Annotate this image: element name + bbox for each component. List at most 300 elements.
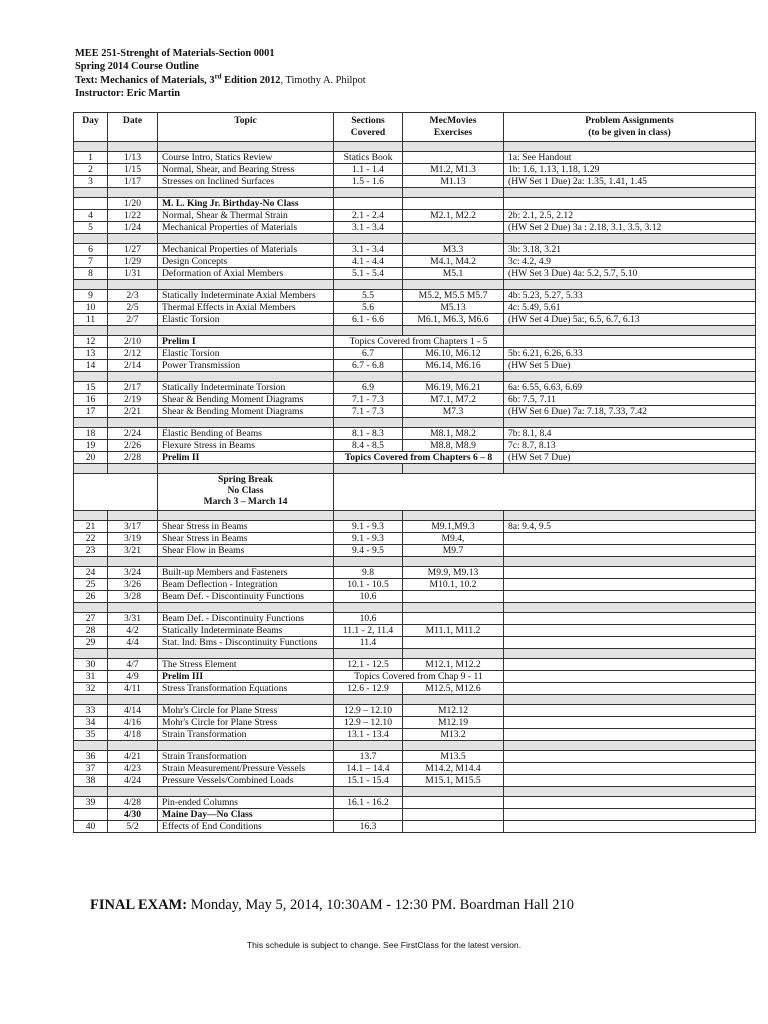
problem-assignment-cell: (HW Set 6 Due) 7a: 7.18, 7.33, 7.42 bbox=[504, 406, 756, 418]
spacer-row bbox=[74, 787, 756, 797]
problem-assignment-cell bbox=[504, 659, 756, 671]
sections-cell: 5.6 bbox=[334, 302, 403, 314]
problem-assignment-cell bbox=[504, 579, 756, 591]
sections-cell: 14.1 – 14.4 bbox=[334, 763, 403, 775]
spacer-cell bbox=[403, 372, 504, 382]
spacer-cell bbox=[74, 787, 108, 797]
date-cell: 1/17 bbox=[108, 176, 158, 188]
schedule-body bbox=[74, 142, 756, 833]
sections-cell: 10.6 bbox=[334, 613, 403, 625]
schedule-row bbox=[74, 797, 756, 809]
day-cell: 8 bbox=[74, 268, 108, 280]
sections-cell: 16.3 bbox=[334, 821, 403, 833]
spacer-cell bbox=[108, 603, 158, 613]
problem-assignment-cell bbox=[504, 775, 756, 787]
spacer-cell bbox=[403, 741, 504, 751]
col-prob-line2: (to be given in class) bbox=[588, 127, 671, 138]
day-cell: 32 bbox=[74, 683, 108, 695]
date-cell: 2/10 bbox=[108, 336, 158, 348]
date-cell: 4/14 bbox=[108, 705, 158, 717]
topic-cell: Pressure Vessels/Combined Loads bbox=[158, 775, 334, 787]
day-cell: 12 bbox=[74, 336, 108, 348]
day-cell: 18 bbox=[74, 428, 108, 440]
problem-assignment-cell bbox=[504, 533, 756, 545]
spacer-cell bbox=[334, 142, 403, 152]
date-cell: 1/31 bbox=[108, 268, 158, 280]
spring-break-cell bbox=[158, 474, 334, 511]
term-title: Spring 2014 Course Outline bbox=[75, 61, 199, 73]
final-exam-label: FINAL EXAM: bbox=[90, 897, 188, 913]
final-exam-line bbox=[90, 897, 574, 914]
spacer-cell bbox=[504, 557, 756, 567]
date-cell: 4/23 bbox=[108, 763, 158, 775]
topic-cell: Mechanical Properties of Materials bbox=[158, 244, 334, 256]
schedule-row bbox=[74, 302, 756, 314]
date-cell: 3/21 bbox=[108, 545, 158, 557]
problem-assignment-cell: 6b: 7.5, 7.11 bbox=[504, 394, 756, 406]
spacer-cell bbox=[158, 234, 334, 244]
schedule-row bbox=[74, 440, 756, 452]
spacer-cell bbox=[504, 649, 756, 659]
day-cell: 30 bbox=[74, 659, 108, 671]
schedule-row bbox=[74, 625, 756, 637]
topic-cell: Stresses on Inclined Surfaces bbox=[158, 176, 334, 188]
mecmovies-cell bbox=[403, 809, 504, 821]
problem-assignment-cell: 7c: 8.7, 8.13 bbox=[504, 440, 756, 452]
problem-assignment-cell: 4c: 5.49, 5.61 bbox=[504, 302, 756, 314]
mecmovies-cell: M12.12 bbox=[403, 705, 504, 717]
spacer-cell bbox=[334, 649, 403, 659]
date-cell: 2/7 bbox=[108, 314, 158, 326]
sections-cell: 15.1 - 15.4 bbox=[334, 775, 403, 787]
sections-cell: 9.1 - 9.3 bbox=[334, 533, 403, 545]
spacer-cell bbox=[74, 603, 108, 613]
spacer-cell bbox=[108, 188, 158, 198]
spacer-cell bbox=[158, 787, 334, 797]
sections-cell: 7.1 - 7.3 bbox=[334, 406, 403, 418]
day-cell: 1 bbox=[74, 152, 108, 164]
spacer-cell bbox=[108, 234, 158, 244]
day-cell: 17 bbox=[74, 406, 108, 418]
date-cell: 1/29 bbox=[108, 256, 158, 268]
spacer-cell bbox=[334, 511, 403, 521]
date-cell: 4/2 bbox=[108, 625, 158, 637]
spacer-row bbox=[74, 142, 756, 152]
date-cell: 2/5 bbox=[108, 302, 158, 314]
spacer-cell bbox=[334, 326, 403, 336]
day-cell: 21 bbox=[74, 521, 108, 533]
col-mec-line1: MecMovies bbox=[429, 115, 477, 126]
problem-assignment-cell bbox=[504, 567, 756, 579]
spacer-cell bbox=[74, 511, 108, 521]
date-cell: 3/31 bbox=[108, 613, 158, 625]
spacer-row bbox=[74, 464, 756, 474]
date-cell: 2/26 bbox=[108, 440, 158, 452]
topic-cell: Beam Def. - Discontinuity Functions bbox=[158, 613, 334, 625]
schedule-row bbox=[74, 176, 756, 188]
topic-cell: Pin-ended Columns bbox=[158, 797, 334, 809]
sections-cell: 9.8 bbox=[334, 567, 403, 579]
spacer-cell bbox=[158, 649, 334, 659]
sections-cell: 6.1 - 6.6 bbox=[334, 314, 403, 326]
spring-break-line1: Spring Break bbox=[218, 474, 273, 485]
topic-cell: Statically Indeterminate Axial Members bbox=[158, 290, 334, 302]
topic-cell: Power Transmission bbox=[158, 360, 334, 372]
schedule-change-note: This schedule is subject to change. See FirstClass for the latest version. bbox=[246, 940, 522, 950]
mecmovies-cell: M9.7 bbox=[403, 545, 504, 557]
topic-cell: Strain Transformation bbox=[158, 751, 334, 763]
day-cell: 35 bbox=[74, 729, 108, 741]
problem-assignment-cell bbox=[504, 717, 756, 729]
break-day-date-cell bbox=[74, 474, 158, 511]
topic-cell: Shear Stress in Beams bbox=[158, 533, 334, 545]
sections-cell: 11.1 - 2, 11.4 bbox=[334, 625, 403, 637]
topics-covered-cell: Topics Covered from Chap 9 - 11 bbox=[334, 671, 504, 683]
day-cell: 2 bbox=[74, 164, 108, 176]
course-title: MEE 251-Strenght of Materials-Section 0001 bbox=[75, 48, 275, 59]
problem-assignment-cell bbox=[504, 671, 756, 683]
topic-cell: Deformation of Axial Members bbox=[158, 268, 334, 280]
day-cell: 25 bbox=[74, 579, 108, 591]
sections-cell: 5.1 - 5.4 bbox=[334, 268, 403, 280]
schedule-row bbox=[74, 705, 756, 717]
spacer-cell bbox=[158, 280, 334, 290]
schedule-row bbox=[74, 821, 756, 833]
schedule-row bbox=[74, 198, 756, 210]
spacer-cell bbox=[108, 464, 158, 474]
spacer-row bbox=[74, 649, 756, 659]
mecmovies-cell: M6.1, M6.3, M6.6 bbox=[403, 314, 504, 326]
spacer-cell bbox=[74, 280, 108, 290]
day-cell: 11 bbox=[74, 314, 108, 326]
sections-cell: 4.1 - 4.4 bbox=[334, 256, 403, 268]
date-cell: 1/13 bbox=[108, 152, 158, 164]
topics-covered-cell: Topics Covered from Chapters 6 – 8 bbox=[334, 452, 504, 464]
problem-assignment-cell: (HW Set 2 Due) 3a : 2.18, 3.1, 3.5, 3.12 bbox=[504, 222, 756, 234]
problem-assignment-cell: 3b: 3.18, 3.21 bbox=[504, 244, 756, 256]
topic-cell: Strain Measurement/Pressure Vessels bbox=[158, 763, 334, 775]
mecmovies-cell: M5.13 bbox=[403, 302, 504, 314]
topic-cell: Strain Transformation bbox=[158, 729, 334, 741]
spacer-cell bbox=[334, 741, 403, 751]
day-cell: 13 bbox=[74, 348, 108, 360]
schedule-row bbox=[74, 671, 756, 683]
schedule-header bbox=[74, 113, 756, 142]
spacer-cell bbox=[334, 418, 403, 428]
topic-cell: Normal, Shear & Thermal Strain bbox=[158, 210, 334, 222]
mecmovies-cell bbox=[403, 613, 504, 625]
date-cell: 4/16 bbox=[108, 717, 158, 729]
spacer-row bbox=[74, 418, 756, 428]
spacer-cell bbox=[504, 787, 756, 797]
spacer-cell bbox=[504, 511, 756, 521]
mecmovies-cell bbox=[403, 198, 504, 210]
topic-cell: Shear Stress in Beams bbox=[158, 521, 334, 533]
spacer-cell bbox=[108, 511, 158, 521]
spacer-cell bbox=[504, 418, 756, 428]
sections-cell: 12.6 - 12.9 bbox=[334, 683, 403, 695]
col-prob-line1: Problem Assignments bbox=[585, 115, 674, 126]
spacer-cell bbox=[108, 557, 158, 567]
topic-cell: Course Intro, Statics Review bbox=[158, 152, 334, 164]
topic-cell: The Stress Element bbox=[158, 659, 334, 671]
sections-cell: 12.9 – 12.10 bbox=[334, 717, 403, 729]
mecmovies-cell: M6.14, M6.16 bbox=[403, 360, 504, 372]
date-cell: 2/28 bbox=[108, 452, 158, 464]
schedule-row bbox=[74, 717, 756, 729]
spacer-cell bbox=[158, 326, 334, 336]
topic-cell: Maine Day—No Class bbox=[158, 809, 334, 821]
topics-covered-cell: Topics Covered from Chapters 1 - 5 bbox=[334, 336, 504, 348]
sections-cell: 11.4 bbox=[334, 637, 403, 649]
topic-cell: Shear & Bending Moment Diagrams bbox=[158, 394, 334, 406]
topic-cell: Statically Indeterminate Beams bbox=[158, 625, 334, 637]
problem-assignment-cell: 3c: 4.2, 4.9 bbox=[504, 256, 756, 268]
schedule-row bbox=[74, 637, 756, 649]
mecmovies-cell: M12.1, M12.2 bbox=[403, 659, 504, 671]
sections-cell: 16.1 - 16.2 bbox=[334, 797, 403, 809]
spacer-cell bbox=[74, 188, 108, 198]
problem-assignment-cell bbox=[504, 729, 756, 741]
date-cell: 2/19 bbox=[108, 394, 158, 406]
spacer-cell bbox=[158, 557, 334, 567]
spring-break-line2: No Class bbox=[227, 485, 264, 496]
spacer-cell bbox=[74, 695, 108, 705]
spacer-row bbox=[74, 326, 756, 336]
date-cell: 1/20 bbox=[108, 198, 158, 210]
mecmovies-cell bbox=[403, 222, 504, 234]
problem-assignment-cell: 1b: 1.6, 1.13, 1.18, 1.29 bbox=[504, 164, 756, 176]
instructor-line: Instructor: Eric Martin bbox=[75, 88, 181, 100]
date-cell: 2/3 bbox=[108, 290, 158, 302]
spacer-row bbox=[74, 695, 756, 705]
spacer-cell bbox=[504, 142, 756, 152]
mecmovies-cell: M15.1, M15.5 bbox=[403, 775, 504, 787]
col-sections-line2: Covered bbox=[350, 127, 386, 138]
sections-cell: 13.1 - 13.4 bbox=[334, 729, 403, 741]
spacer-cell bbox=[334, 280, 403, 290]
spacer-cell bbox=[158, 695, 334, 705]
schedule-row bbox=[74, 452, 756, 464]
problem-assignment-cell bbox=[504, 336, 756, 348]
day-cell: 34 bbox=[74, 717, 108, 729]
schedule-row bbox=[74, 428, 756, 440]
break-empty-cell bbox=[334, 474, 756, 511]
problem-assignment-cell: 1a: See Handout bbox=[504, 152, 756, 164]
spacer-cell bbox=[403, 787, 504, 797]
spring-break-line3: March 3 – March 14 bbox=[203, 496, 288, 507]
schedule-row bbox=[74, 406, 756, 418]
spacer-row bbox=[74, 511, 756, 521]
spacer-cell bbox=[74, 326, 108, 336]
problem-assignment-cell: 2b: 2.1, 2.5, 2.12 bbox=[504, 210, 756, 222]
spacer-cell bbox=[403, 326, 504, 336]
spacer-row bbox=[74, 603, 756, 613]
date-cell: 2/21 bbox=[108, 406, 158, 418]
date-cell: 4/24 bbox=[108, 775, 158, 787]
date-cell: 1/15 bbox=[108, 164, 158, 176]
day-cell: 40 bbox=[74, 821, 108, 833]
day-cell: 5 bbox=[74, 222, 108, 234]
spacer-cell bbox=[504, 695, 756, 705]
day-cell: 20 bbox=[74, 452, 108, 464]
textbook-title: Text: Mechanics of Materials, 3 bbox=[75, 74, 215, 86]
sections-cell: 6.7 bbox=[334, 348, 403, 360]
topic-cell: Effects of End Conditions bbox=[158, 821, 334, 833]
problem-assignment-cell bbox=[504, 613, 756, 625]
spacer-cell bbox=[74, 557, 108, 567]
mecmovies-cell bbox=[403, 637, 504, 649]
problem-assignment-cell bbox=[504, 637, 756, 649]
spacer-cell bbox=[74, 418, 108, 428]
mecmovies-cell: M5.2, M5.5 M5.7 bbox=[403, 290, 504, 302]
date-cell: 3/24 bbox=[108, 567, 158, 579]
textbook-edition: Edition 2012 bbox=[221, 74, 281, 86]
day-cell: 3 bbox=[74, 176, 108, 188]
col-mecmovies bbox=[403, 113, 504, 142]
problem-assignment-cell bbox=[504, 545, 756, 557]
sections-cell: 8.1 - 8.3 bbox=[334, 428, 403, 440]
schedule-row bbox=[74, 729, 756, 741]
spacer-cell bbox=[334, 188, 403, 198]
schedule-row bbox=[74, 775, 756, 787]
topic-cell: Statically Indeterminate Torsion bbox=[158, 382, 334, 394]
date-cell: 1/27 bbox=[108, 244, 158, 256]
day-cell: 39 bbox=[74, 797, 108, 809]
topic-cell: Stat. Ind. Bms - Discontinuity Functions bbox=[158, 637, 334, 649]
spacer-cell bbox=[158, 511, 334, 521]
topic-cell: Beam Def. - Discontinuity Functions bbox=[158, 591, 334, 603]
schedule-row bbox=[74, 210, 756, 222]
spacer-cell bbox=[108, 372, 158, 382]
day-cell: 38 bbox=[74, 775, 108, 787]
schedule-row bbox=[74, 521, 756, 533]
sections-cell: 8.4 - 8.5 bbox=[334, 440, 403, 452]
day-cell: 26 bbox=[74, 591, 108, 603]
schedule-row bbox=[74, 394, 756, 406]
schedule-row bbox=[74, 152, 756, 164]
problem-assignment-cell bbox=[504, 751, 756, 763]
spacer-cell bbox=[334, 464, 403, 474]
spring-break-row bbox=[74, 474, 756, 511]
schedule-row bbox=[74, 591, 756, 603]
schedule-row bbox=[74, 360, 756, 372]
mecmovies-cell: M13.2 bbox=[403, 729, 504, 741]
topic-cell: Mechanical Properties of Materials bbox=[158, 222, 334, 234]
schedule-row bbox=[74, 164, 756, 176]
spacer-cell bbox=[334, 603, 403, 613]
spacer-cell bbox=[403, 234, 504, 244]
mecmovies-cell: M8.8, M8.9 bbox=[403, 440, 504, 452]
day-cell: 36 bbox=[74, 751, 108, 763]
mecmovies-cell: M9.4, bbox=[403, 533, 504, 545]
col-sections bbox=[334, 113, 403, 142]
schedule-row bbox=[74, 314, 756, 326]
spacer-cell bbox=[403, 557, 504, 567]
spacer-cell bbox=[108, 649, 158, 659]
day-cell bbox=[74, 198, 108, 210]
schedule-row bbox=[74, 256, 756, 268]
mecmovies-cell bbox=[403, 591, 504, 603]
course-schedule-table bbox=[73, 112, 756, 833]
spacer-cell bbox=[403, 464, 504, 474]
problem-assignment-cell bbox=[504, 763, 756, 775]
problem-assignment-cell: (HW Set 3 Due) 4a: 5.2, 5.7, 5.10 bbox=[504, 268, 756, 280]
spacer-cell bbox=[504, 741, 756, 751]
spacer-cell bbox=[158, 464, 334, 474]
schedule-row bbox=[74, 567, 756, 579]
day-cell: 33 bbox=[74, 705, 108, 717]
day-cell: 27 bbox=[74, 613, 108, 625]
sections-cell: 10.1 - 10.5 bbox=[334, 579, 403, 591]
day-cell: 6 bbox=[74, 244, 108, 256]
sections-cell: 13.7 bbox=[334, 751, 403, 763]
problem-assignment-cell: 8a: 9.4, 9.5 bbox=[504, 521, 756, 533]
date-cell: 4/21 bbox=[108, 751, 158, 763]
spacer-cell bbox=[504, 188, 756, 198]
sections-cell bbox=[334, 198, 403, 210]
day-cell: 29 bbox=[74, 637, 108, 649]
topic-cell: Prelim I bbox=[158, 336, 334, 348]
mecmovies-cell: M2.1, M2.2 bbox=[403, 210, 504, 222]
spacer-cell bbox=[108, 787, 158, 797]
mecmovies-cell: M12.5, M12.6 bbox=[403, 683, 504, 695]
date-cell: 3/17 bbox=[108, 521, 158, 533]
problem-assignment-cell bbox=[504, 591, 756, 603]
problem-assignment-cell: (HW Set 7 Due) bbox=[504, 452, 756, 464]
topic-cell: Normal, Shear, and Bearing Stress bbox=[158, 164, 334, 176]
mecmovies-cell: M7.1, M7.2 bbox=[403, 394, 504, 406]
spacer-cell bbox=[108, 418, 158, 428]
topic-cell: Flexure Stress in Beams bbox=[158, 440, 334, 452]
problem-assignment-cell bbox=[504, 705, 756, 717]
spacer-cell bbox=[334, 787, 403, 797]
final-exam-details: Monday, May 5, 2014, 10:30AM - 12:30 PM. Boardman Hall 210 bbox=[187, 897, 574, 913]
date-cell: 4/30 bbox=[108, 809, 158, 821]
sections-cell bbox=[334, 809, 403, 821]
day-cell: 31 bbox=[74, 671, 108, 683]
topic-cell: Built-up Members and Fasteners bbox=[158, 567, 334, 579]
schedule-row bbox=[74, 683, 756, 695]
problem-assignment-cell bbox=[504, 683, 756, 695]
problem-assignment-cell bbox=[504, 198, 756, 210]
spacer-row bbox=[74, 741, 756, 751]
spacer-cell bbox=[504, 280, 756, 290]
spacer-cell bbox=[74, 234, 108, 244]
spacer-cell bbox=[403, 649, 504, 659]
mecmovies-cell bbox=[403, 152, 504, 164]
schedule-row bbox=[74, 336, 756, 348]
spacer-cell bbox=[158, 418, 334, 428]
schedule-row bbox=[74, 348, 756, 360]
sections-cell: 5.5 bbox=[334, 290, 403, 302]
mecmovies-cell: M13.5 bbox=[403, 751, 504, 763]
day-cell: 16 bbox=[74, 394, 108, 406]
topic-cell: Beam Deflection - Integration bbox=[158, 579, 334, 591]
problem-assignment-cell bbox=[504, 625, 756, 637]
col-mec-line2: Exercises bbox=[433, 127, 473, 138]
spacer-cell bbox=[403, 418, 504, 428]
schedule-row bbox=[74, 222, 756, 234]
spacer-cell bbox=[74, 464, 108, 474]
spacer-row bbox=[74, 372, 756, 382]
date-cell: 2/14 bbox=[108, 360, 158, 372]
date-cell: 4/9 bbox=[108, 671, 158, 683]
mecmovies-cell: M11.1, M11.2 bbox=[403, 625, 504, 637]
edition-superscript: rd bbox=[214, 72, 222, 81]
schedule-row bbox=[74, 382, 756, 394]
topic-cell: Elastic Bending of Beams bbox=[158, 428, 334, 440]
